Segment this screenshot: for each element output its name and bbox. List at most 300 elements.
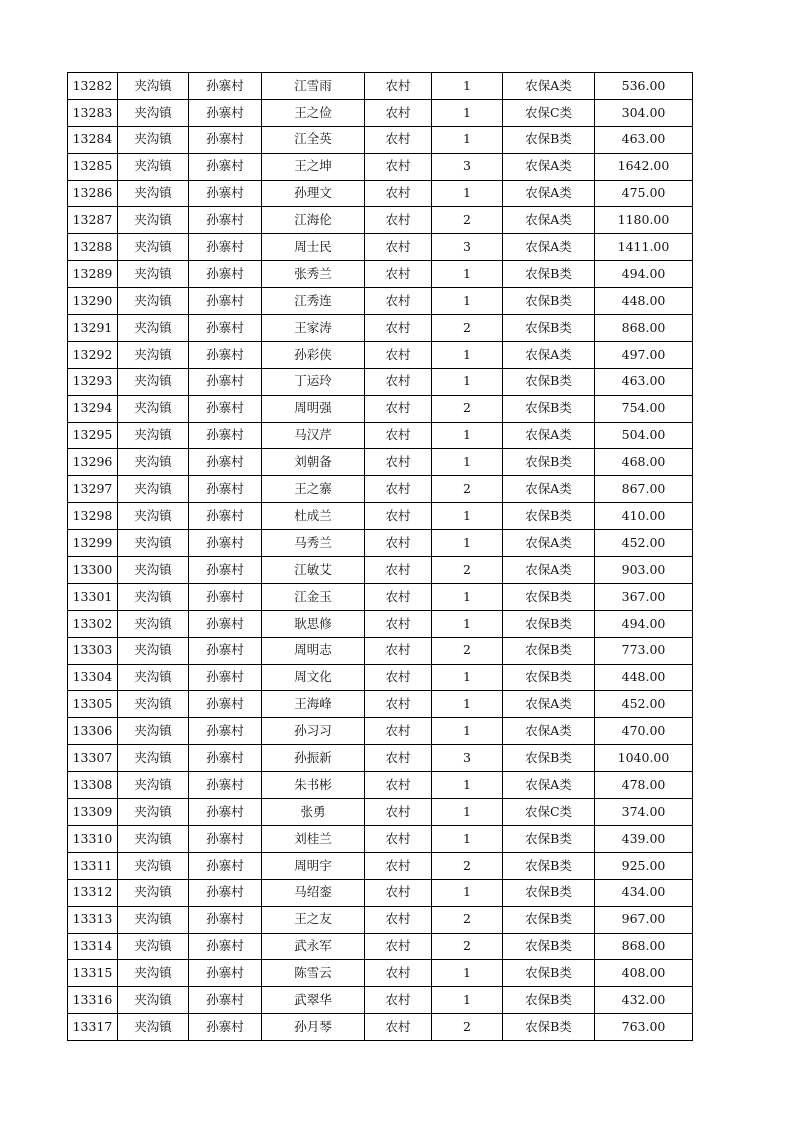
name-cell: 张勇 (262, 799, 365, 826)
record-id-cell: 13308 (68, 772, 118, 799)
town-cell: 夹沟镇 (118, 583, 189, 610)
record-id-cell: 13292 (68, 341, 118, 368)
village-cell: 孙寨村 (189, 879, 262, 906)
insurance-class-cell: 农保B类 (503, 368, 595, 395)
town-cell: 夹沟镇 (118, 879, 189, 906)
household-type-cell: 农村 (365, 745, 432, 772)
amount-cell: 434.00 (595, 879, 693, 906)
member-count-cell: 1 (432, 879, 503, 906)
name-cell: 朱书彬 (262, 772, 365, 799)
name-cell: 江金玉 (262, 583, 365, 610)
household-type-cell: 农村 (365, 852, 432, 879)
record-id-cell: 13300 (68, 557, 118, 584)
table-row (68, 261, 693, 288)
table-row (68, 341, 693, 368)
household-type-cell: 农村 (365, 906, 432, 933)
insurance-class-cell: 农保A类 (503, 557, 595, 584)
name-cell: 孙习习 (262, 718, 365, 745)
member-count-cell: 1 (432, 126, 503, 153)
insurance-class-cell: 农保A类 (503, 718, 595, 745)
table-row (68, 879, 693, 906)
village-cell: 孙寨村 (189, 906, 262, 933)
data-table (67, 72, 693, 1041)
member-count-cell: 1 (432, 180, 503, 207)
town-cell: 夹沟镇 (118, 664, 189, 691)
name-cell: 江秀连 (262, 288, 365, 315)
table-row (68, 664, 693, 691)
village-cell: 孙寨村 (189, 368, 262, 395)
record-id-cell: 13316 (68, 987, 118, 1014)
name-cell: 王之寨 (262, 476, 365, 503)
record-id-cell: 13294 (68, 395, 118, 422)
town-cell: 夹沟镇 (118, 1014, 189, 1041)
member-count-cell: 1 (432, 718, 503, 745)
amount-cell: 410.00 (595, 503, 693, 530)
household-type-cell: 农村 (365, 449, 432, 476)
insurance-class-cell: 农保B类 (503, 395, 595, 422)
record-id-cell: 13295 (68, 422, 118, 449)
household-type-cell: 农村 (365, 772, 432, 799)
household-type-cell: 农村 (365, 960, 432, 987)
household-type-cell: 农村 (365, 422, 432, 449)
town-cell: 夹沟镇 (118, 449, 189, 476)
table-row (68, 745, 693, 772)
village-cell: 孙寨村 (189, 422, 262, 449)
record-id-cell: 13286 (68, 180, 118, 207)
town-cell: 夹沟镇 (118, 799, 189, 826)
amount-cell: 867.00 (595, 476, 693, 503)
town-cell: 夹沟镇 (118, 422, 189, 449)
table-row (68, 987, 693, 1014)
insurance-class-cell: 农保B类 (503, 449, 595, 476)
household-type-cell: 农村 (365, 530, 432, 557)
name-cell: 王家涛 (262, 315, 365, 342)
village-cell: 孙寨村 (189, 99, 262, 126)
amount-cell: 1040.00 (595, 745, 693, 772)
table-row (68, 906, 693, 933)
name-cell: 武翠华 (262, 987, 365, 1014)
member-count-cell: 2 (432, 395, 503, 422)
town-cell: 夹沟镇 (118, 476, 189, 503)
member-count-cell: 1 (432, 503, 503, 530)
record-id-cell: 13307 (68, 745, 118, 772)
household-type-cell: 农村 (365, 933, 432, 960)
table-row (68, 852, 693, 879)
member-count-cell: 1 (432, 288, 503, 315)
table-row (68, 960, 693, 987)
record-id-cell: 13301 (68, 583, 118, 610)
amount-cell: 463.00 (595, 126, 693, 153)
name-cell: 孙彩侠 (262, 341, 365, 368)
table-row (68, 153, 693, 180)
record-id-cell: 13299 (68, 530, 118, 557)
insurance-class-cell: 农保B类 (503, 745, 595, 772)
village-cell: 孙寨村 (189, 1014, 262, 1041)
name-cell: 丁运玲 (262, 368, 365, 395)
record-id-cell: 13306 (68, 718, 118, 745)
town-cell: 夹沟镇 (118, 745, 189, 772)
village-cell: 孙寨村 (189, 987, 262, 1014)
household-type-cell: 农村 (365, 126, 432, 153)
household-type-cell: 农村 (365, 315, 432, 342)
insurance-class-cell: 农保B类 (503, 906, 595, 933)
amount-cell: 868.00 (595, 315, 693, 342)
record-id-cell: 13293 (68, 368, 118, 395)
table-row (68, 637, 693, 664)
household-type-cell: 农村 (365, 987, 432, 1014)
village-cell: 孙寨村 (189, 852, 262, 879)
insurance-class-cell: 农保B类 (503, 664, 595, 691)
town-cell: 夹沟镇 (118, 395, 189, 422)
name-cell: 孙月琴 (262, 1014, 365, 1041)
member-count-cell: 1 (432, 530, 503, 557)
name-cell: 马秀兰 (262, 530, 365, 557)
member-count-cell: 2 (432, 852, 503, 879)
amount-cell: 468.00 (595, 449, 693, 476)
household-type-cell: 农村 (365, 395, 432, 422)
amount-cell: 432.00 (595, 987, 693, 1014)
table-row (68, 234, 693, 261)
member-count-cell: 1 (432, 772, 503, 799)
amount-cell: 470.00 (595, 718, 693, 745)
village-cell: 孙寨村 (189, 449, 262, 476)
town-cell: 夹沟镇 (118, 73, 189, 100)
insurance-class-cell: 农保B类 (503, 288, 595, 315)
table-row (68, 530, 693, 557)
village-cell: 孙寨村 (189, 341, 262, 368)
insurance-class-cell: 农保B类 (503, 960, 595, 987)
household-type-cell: 农村 (365, 476, 432, 503)
name-cell: 王之坤 (262, 153, 365, 180)
table-row (68, 557, 693, 584)
town-cell: 夹沟镇 (118, 906, 189, 933)
member-count-cell: 1 (432, 825, 503, 852)
town-cell: 夹沟镇 (118, 987, 189, 1014)
name-cell: 孙理文 (262, 180, 365, 207)
member-count-cell: 1 (432, 99, 503, 126)
name-cell: 王之友 (262, 906, 365, 933)
household-type-cell: 农村 (365, 288, 432, 315)
insurance-class-cell: 农保A类 (503, 476, 595, 503)
household-type-cell: 农村 (365, 825, 432, 852)
village-cell: 孙寨村 (189, 476, 262, 503)
insurance-class-cell: 农保B类 (503, 933, 595, 960)
town-cell: 夹沟镇 (118, 852, 189, 879)
table-row (68, 449, 693, 476)
record-id-cell: 13287 (68, 207, 118, 234)
town-cell: 夹沟镇 (118, 610, 189, 637)
table-row (68, 718, 693, 745)
village-cell: 孙寨村 (189, 126, 262, 153)
member-count-cell: 2 (432, 906, 503, 933)
town-cell: 夹沟镇 (118, 207, 189, 234)
member-count-cell: 2 (432, 315, 503, 342)
town-cell: 夹沟镇 (118, 530, 189, 557)
village-cell: 孙寨村 (189, 799, 262, 826)
village-cell: 孙寨村 (189, 261, 262, 288)
record-id-cell: 13282 (68, 73, 118, 100)
amount-cell: 536.00 (595, 73, 693, 100)
amount-cell: 903.00 (595, 557, 693, 584)
village-cell: 孙寨村 (189, 530, 262, 557)
record-id-cell: 13311 (68, 852, 118, 879)
name-cell: 孙振新 (262, 745, 365, 772)
household-type-cell: 农村 (365, 180, 432, 207)
name-cell: 刘朝备 (262, 449, 365, 476)
record-id-cell: 13314 (68, 933, 118, 960)
member-count-cell: 1 (432, 449, 503, 476)
village-cell: 孙寨村 (189, 664, 262, 691)
insurance-class-cell: 农保A类 (503, 772, 595, 799)
record-id-cell: 13313 (68, 906, 118, 933)
amount-cell: 448.00 (595, 664, 693, 691)
record-id-cell: 13291 (68, 315, 118, 342)
village-cell: 孙寨村 (189, 583, 262, 610)
amount-cell: 475.00 (595, 180, 693, 207)
insurance-class-cell: 农保A类 (503, 153, 595, 180)
member-count-cell: 1 (432, 960, 503, 987)
insurance-class-cell: 农保B类 (503, 610, 595, 637)
household-type-cell: 农村 (365, 879, 432, 906)
village-cell: 孙寨村 (189, 772, 262, 799)
household-type-cell: 农村 (365, 1014, 432, 1041)
amount-cell: 754.00 (595, 395, 693, 422)
insurance-class-cell: 农保B类 (503, 126, 595, 153)
record-id-cell: 13302 (68, 610, 118, 637)
village-cell: 孙寨村 (189, 153, 262, 180)
amount-cell: 1180.00 (595, 207, 693, 234)
insurance-class-cell: 农保B类 (503, 1014, 595, 1041)
town-cell: 夹沟镇 (118, 825, 189, 852)
household-type-cell: 农村 (365, 583, 432, 610)
insurance-class-cell: 农保B类 (503, 261, 595, 288)
amount-cell: 494.00 (595, 610, 693, 637)
table-row (68, 691, 693, 718)
village-cell: 孙寨村 (189, 825, 262, 852)
table-row (68, 1014, 693, 1041)
town-cell: 夹沟镇 (118, 557, 189, 584)
village-cell: 孙寨村 (189, 207, 262, 234)
amount-cell: 478.00 (595, 772, 693, 799)
household-type-cell: 农村 (365, 503, 432, 530)
insurance-class-cell: 农保A类 (503, 422, 595, 449)
member-count-cell: 2 (432, 637, 503, 664)
name-cell: 王之俭 (262, 99, 365, 126)
record-id-cell: 13305 (68, 691, 118, 718)
record-id-cell: 13298 (68, 503, 118, 530)
member-count-cell: 1 (432, 422, 503, 449)
household-type-cell: 农村 (365, 207, 432, 234)
amount-cell: 497.00 (595, 341, 693, 368)
town-cell: 夹沟镇 (118, 718, 189, 745)
amount-cell: 367.00 (595, 583, 693, 610)
name-cell: 王海峰 (262, 691, 365, 718)
record-id-cell: 13296 (68, 449, 118, 476)
member-count-cell: 1 (432, 583, 503, 610)
name-cell: 周明强 (262, 395, 365, 422)
table-row (68, 395, 693, 422)
village-cell: 孙寨村 (189, 718, 262, 745)
town-cell: 夹沟镇 (118, 637, 189, 664)
household-type-cell: 农村 (365, 664, 432, 691)
village-cell: 孙寨村 (189, 234, 262, 261)
household-type-cell: 农村 (365, 718, 432, 745)
town-cell: 夹沟镇 (118, 368, 189, 395)
insurance-class-cell: 农保B类 (503, 583, 595, 610)
town-cell: 夹沟镇 (118, 99, 189, 126)
member-count-cell: 1 (432, 691, 503, 718)
town-cell: 夹沟镇 (118, 153, 189, 180)
insurance-class-cell: 农保C类 (503, 799, 595, 826)
village-cell: 孙寨村 (189, 933, 262, 960)
table-row (68, 772, 693, 799)
household-type-cell: 农村 (365, 153, 432, 180)
table-row (68, 933, 693, 960)
amount-cell: 925.00 (595, 852, 693, 879)
name-cell: 周明志 (262, 637, 365, 664)
record-id-cell: 13315 (68, 960, 118, 987)
table-row (68, 610, 693, 637)
village-cell: 孙寨村 (189, 288, 262, 315)
record-id-cell: 13283 (68, 99, 118, 126)
household-type-cell: 农村 (365, 234, 432, 261)
record-id-cell: 13297 (68, 476, 118, 503)
table-row (68, 422, 693, 449)
amount-cell: 1642.00 (595, 153, 693, 180)
table-row (68, 825, 693, 852)
record-id-cell: 13304 (68, 664, 118, 691)
table-row (68, 288, 693, 315)
village-cell: 孙寨村 (189, 557, 262, 584)
member-count-cell: 1 (432, 664, 503, 691)
household-type-cell: 农村 (365, 691, 432, 718)
insurance-class-cell: 农保B类 (503, 852, 595, 879)
table-body (68, 73, 693, 1041)
town-cell: 夹沟镇 (118, 933, 189, 960)
record-id-cell: 13310 (68, 825, 118, 852)
village-cell: 孙寨村 (189, 960, 262, 987)
village-cell: 孙寨村 (189, 395, 262, 422)
table-row (68, 799, 693, 826)
table-row (68, 368, 693, 395)
insurance-class-cell: 农保B类 (503, 315, 595, 342)
table-row (68, 583, 693, 610)
town-cell: 夹沟镇 (118, 341, 189, 368)
amount-cell: 504.00 (595, 422, 693, 449)
insurance-class-cell: 农保A类 (503, 207, 595, 234)
member-count-cell: 1 (432, 368, 503, 395)
household-type-cell: 农村 (365, 557, 432, 584)
name-cell: 杜成兰 (262, 503, 365, 530)
record-id-cell: 13309 (68, 799, 118, 826)
town-cell: 夹沟镇 (118, 261, 189, 288)
record-id-cell: 13288 (68, 234, 118, 261)
table-row (68, 99, 693, 126)
table-row (68, 476, 693, 503)
record-id-cell: 13290 (68, 288, 118, 315)
village-cell: 孙寨村 (189, 610, 262, 637)
town-cell: 夹沟镇 (118, 126, 189, 153)
table-row (68, 73, 693, 100)
table-row (68, 180, 693, 207)
amount-cell: 374.00 (595, 799, 693, 826)
amount-cell: 773.00 (595, 637, 693, 664)
amount-cell: 1411.00 (595, 234, 693, 261)
insurance-class-cell: 农保A类 (503, 530, 595, 557)
amount-cell: 448.00 (595, 288, 693, 315)
village-cell: 孙寨村 (189, 503, 262, 530)
record-id-cell: 13317 (68, 1014, 118, 1041)
member-count-cell: 2 (432, 476, 503, 503)
member-count-cell: 1 (432, 261, 503, 288)
member-count-cell: 1 (432, 987, 503, 1014)
household-type-cell: 农村 (365, 368, 432, 395)
name-cell: 江雪雨 (262, 73, 365, 100)
member-count-cell: 2 (432, 1014, 503, 1041)
name-cell: 耿思修 (262, 610, 365, 637)
amount-cell: 868.00 (595, 933, 693, 960)
amount-cell: 463.00 (595, 368, 693, 395)
amount-cell: 452.00 (595, 691, 693, 718)
name-cell: 江海伦 (262, 207, 365, 234)
village-cell: 孙寨村 (189, 745, 262, 772)
name-cell: 张秀兰 (262, 261, 365, 288)
insurance-class-cell: 农保B类 (503, 987, 595, 1014)
member-count-cell: 2 (432, 207, 503, 234)
insurance-class-cell: 农保A类 (503, 234, 595, 261)
member-count-cell: 1 (432, 610, 503, 637)
name-cell: 周明宇 (262, 852, 365, 879)
member-count-cell: 1 (432, 799, 503, 826)
record-id-cell: 13312 (68, 879, 118, 906)
town-cell: 夹沟镇 (118, 772, 189, 799)
member-count-cell: 3 (432, 153, 503, 180)
village-cell: 孙寨村 (189, 180, 262, 207)
amount-cell: 304.00 (595, 99, 693, 126)
household-type-cell: 农村 (365, 610, 432, 637)
name-cell: 马汉芹 (262, 422, 365, 449)
insurance-class-cell: 农保B类 (503, 637, 595, 664)
amount-cell: 452.00 (595, 530, 693, 557)
name-cell: 江全英 (262, 126, 365, 153)
member-count-cell: 1 (432, 73, 503, 100)
member-count-cell: 3 (432, 234, 503, 261)
member-count-cell: 1 (432, 341, 503, 368)
household-type-cell: 农村 (365, 99, 432, 126)
household-type-cell: 农村 (365, 637, 432, 664)
table-row (68, 503, 693, 530)
village-cell: 孙寨村 (189, 637, 262, 664)
town-cell: 夹沟镇 (118, 691, 189, 718)
town-cell: 夹沟镇 (118, 960, 189, 987)
village-cell: 孙寨村 (189, 315, 262, 342)
name-cell: 马绍銮 (262, 879, 365, 906)
insurance-class-cell: 农保B类 (503, 879, 595, 906)
household-type-cell: 农村 (365, 261, 432, 288)
record-id-cell: 13285 (68, 153, 118, 180)
town-cell: 夹沟镇 (118, 315, 189, 342)
village-cell: 孙寨村 (189, 691, 262, 718)
village-cell: 孙寨村 (189, 73, 262, 100)
name-cell: 周文化 (262, 664, 365, 691)
town-cell: 夹沟镇 (118, 503, 189, 530)
town-cell: 夹沟镇 (118, 234, 189, 261)
name-cell: 江敏艾 (262, 557, 365, 584)
insurance-class-cell: 农保B类 (503, 825, 595, 852)
town-cell: 夹沟镇 (118, 288, 189, 315)
record-id-cell: 13303 (68, 637, 118, 664)
record-id-cell: 13289 (68, 261, 118, 288)
